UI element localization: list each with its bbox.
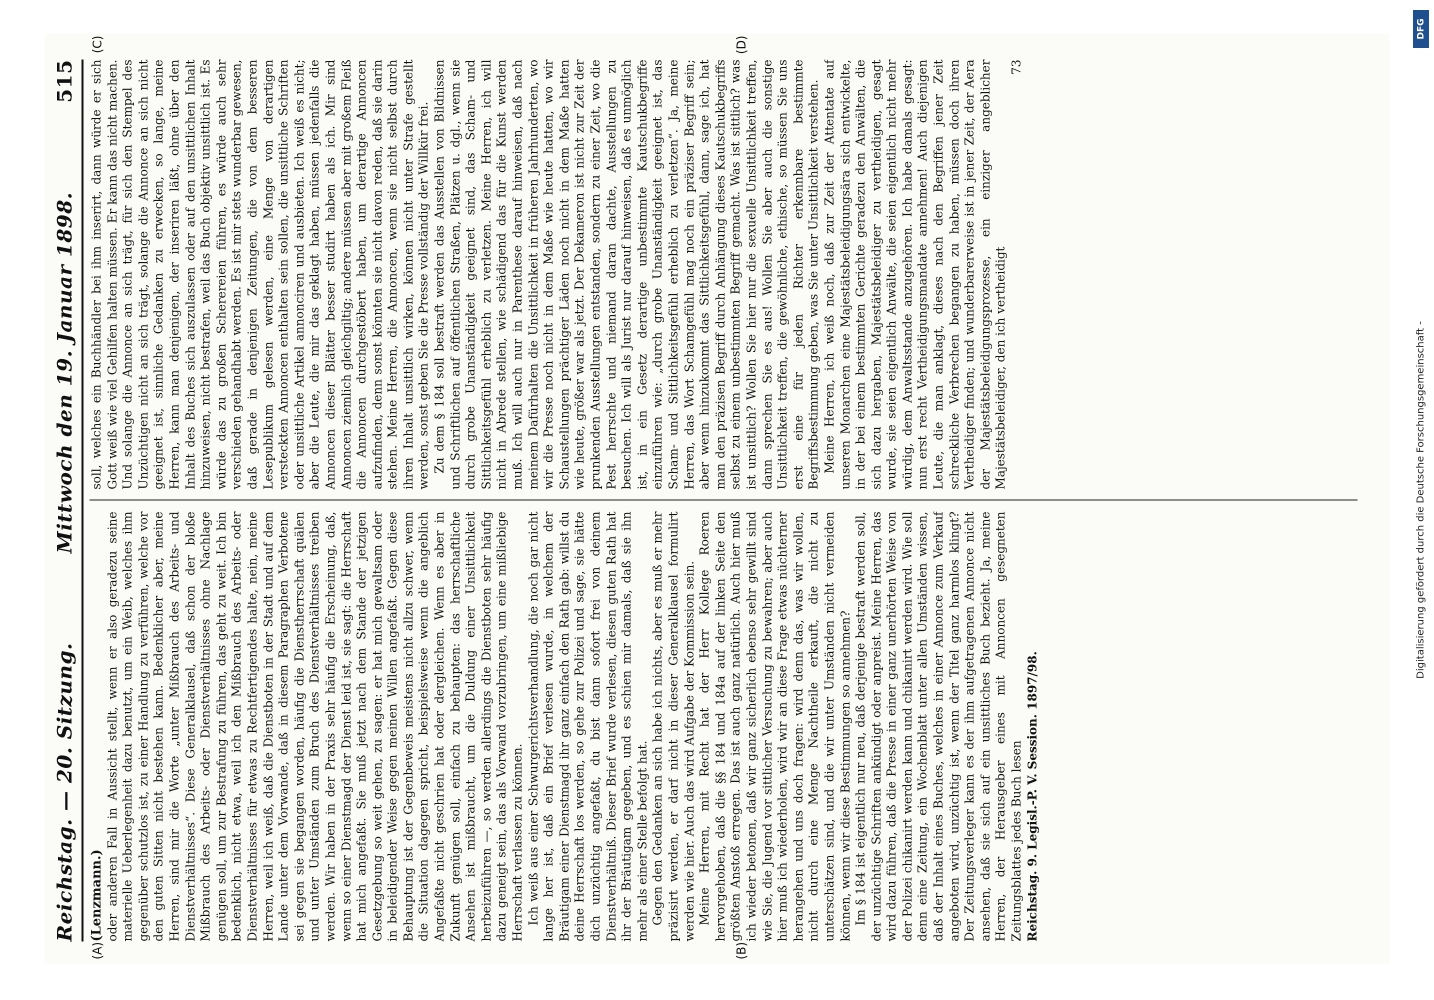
margin-mark-a: (A) xyxy=(90,941,105,960)
page-number: 515 xyxy=(52,59,77,103)
page-header xyxy=(53,60,84,942)
session-footer: Reichstag. 9. Legisl.-P. V. Session. 1897/98. xyxy=(1025,651,1040,942)
paragraph: Zu dem § 184 soll bestraft werden das Ausstellen von Bildnissen und Schriftlichen auf öffentlichen Straßen, Plätzen u. dgl., wenn sie durch grobe Unanständigkeit geeignet sind, das Scham- und Sittlichkeitsgefühl erheblich zu verletzen. Meine Herren, ich will nicht in Abrede stellen, wie schädigend das für die Kunst werden muß. Ich will auch nur in Parenthese darauf hinweisen, daß nach meinem Dafürhalten die Unsittlichkeit in früheren Jahrhunderten, wo wir die Presse noch nicht in dem Maße wie heute hatten, wo wir Schaustellungen prächtiger Läden noch nicht in dem Maße hatten wie heute, größer war als jetzt. Der Dekameron ist nicht zur Zeit der prunkenden Ausstellungen entstanden, sondern zu einer Zeit, wo die Pest herrschte und niemand daran dachte, Ausstellungen zu besuchen. Ich will als Jurist nur darauf hinweisen, daß es unmöglich ist, in ein Gesetz derartige unbestimmte Kautschukbegriffe einzuführen wie: „durch grobe Unanständigkeit geeignet ist, das Scham- und Sittlichkeitsgefühl erheblich zu verletzen“. Ja, meine Herren, das Wort Schamgefühl mag noch ein präziser Begriff sein; aber wenn hinzukommt das Sittlichkeitsgefühl, dann, sage ich, hat man den präzisen Begriff durch Anhängung dieses Kautschukbegriffs selbst zu einem unbestimmten Begriff gemacht. Was ist sittlich? was ist unsittlich? Wollen Sie hier nur die sexuelle Unsittlichkeit treffen, dann sprechen Sie es aus! Wollen Sie aber auch die sonstige Unsittlichkeit treffen, die gewöhnliche, ethische, so müssen Sie uns erst eine für jeden Richter erkennbare bestimmte Begriffsbestimmung geben, was Sie unter Unsittlichkeit verstehen. xyxy=(432,59,821,490)
document-page xyxy=(45,34,1390,964)
margin-mark-b: (B) xyxy=(734,941,749,960)
left-column xyxy=(90,512,1358,942)
right-column xyxy=(90,60,1358,490)
paragraph: soll, welches ein Buchhändler bei ihm inserirt, dann würde er sich Gott weiß wie viel Gehilfen halten müssen. Er kann das nicht machen. Und solange die Annonce an sich trägt, für sich den Stempel des Unzüchtigen nicht an sich trägt, solange die Annonce an sich nicht geeignet ist, sinnliche Gedanken zu erwecken, so lange, meine Herren, kann man denjenigen, der inseriren läßt, ohne über den Inhalt des Buches sich auszulassen oder auf den unsittlichen Inhalt hinzuweisen, nicht bestrafen, weil das Buch objektiv unsittlich ist. Es würde das zu großen Scherereien führen, es würde auch sehr verschieden gehandhabt werden. Es ist mir stets wunderbar gewesen, daß gerade in denjenigen Zeitungen, die von dem besseren Lesepublikum gelesen werden, eine Menge von derartigen versteckten Annoncen enthalten sein sollen, die unsittliche Schriften oder unsittliche Artikel annonciren und ausbieten. Ich weiß es nicht; aber die Leute, die mir das geklagt haben, müssen jedenfalls die Annoncen dieser Blätter besser studirt haben als ich. Mir sind Annoncen ziemlich gleichgiltig; andere müssen aber mit großem Fleiß die Annoncen durchgestöbert haben, um derartige Annoncen aufzufinden, denn sonst könnten sie nicht davon reden, daß sie darin stehen. Meine Herren, die Annoncen, wenn sie nicht selbst durch ihren Inhalt unsittlich wirken, können nicht unter Strafe gestellt werden, sonst geben Sie die Presse vollständig der Willkür frei. xyxy=(89,59,431,490)
paragraph: Meine Herren, ich weiß noch, daß zur Zeit der Attentate auf unseren Monarchen eine Majestätsbeleidigungsära sich entwickelte, in der bei einem bestimmten Gerichte geradezu den Anwälten, die sich dazu hergaben, Majestätsbeleidiger zu vertheidigen, gesagt wurde, sie seien eigentlich Anwälte, die seien eigentlich nicht mehr würdig, dem Anwaltsstande anzugehören. Ich habe damals gesagt: nun erst recht Vertheidigungsmandate annehmen! Auch diejenigen Leute, die man anklagt, dieses nach den Begriffen jener Zeit schreckliche Verbrechen begangen zu haben, müssen doch ihren Vertheidiger finden; und wunderbarerweise ist in jener Zeit, der Aera der Majestätsbeleidigungsprozesse, ein einziger angeblicher Majestätsbeleidiger, den ich vertheidigt xyxy=(822,59,1008,490)
attribution-strip xyxy=(1410,4,1432,996)
margin-mark-c: (C) xyxy=(90,35,105,54)
dfg-logo: DFG xyxy=(1413,10,1429,48)
paragraph: Gegen den Gedanken an sich habe ich nichts, aber es muß er mehr präzisirt werden, er darf nicht in dieser Generalklausel formulirt werden wie hier. Auch das wird Aufgabe der Kommission sein. xyxy=(650,511,697,942)
header-left: Reichstag. — 20. Sitzung. xyxy=(52,642,77,942)
sheet-number: 73 xyxy=(1009,59,1024,75)
margin-mark-d: (D) xyxy=(734,35,749,55)
column-divider xyxy=(90,500,1358,501)
paragraph: Meine Herren, mit Recht hat der Herr Kollege Roeren hervorgehoben, daß die §§ 184 und 184a auf der linken Seite den größten Anstoß erregen. Das ist auch ganz natürlich. Auch hier muß ich wieder betonen, daß wir ganz sicherlich ebenso sehr gewillt sind wie Sie, die Jugend vor sittlicher Versuchung zu bewahren; aber auch hier muß ich wiederholen, wird wir an diese Frage etwas nüchterner herangehen und uns doch fragen: wird denn das, was wir wollen, nicht durch eine Menge Nachtheile erkauft, die nicht zu unterschätzen sind, und die wir unter Umständen nicht vermeiden können, wenn wir diese Bestimmungen so annehmen? xyxy=(697,511,852,942)
paragraph: Im § 184 ist eigentlich nur neu, daß derjenige bestraft werden soll, der unzüchtige Schriften ankündigt oder anpreist. Meine Herren, das wird dazu führen, daß die Presse in einer ganz unerhörten Weise von der Polizei chikanirt werden kann und chikanirt werden wird. Wie soll denn eine Zeitung, ein Wochenblatt unter allen Umständen wissen, daß der Inhalt eines Buches, welches in einer Annonce zum Verkauf angeboten wird, unzüchtig ist, wenn der Titel ganz harmlos klingt? Der Zeitungsverleger kann es der ihm aufgetragenen Annonce nicht ansehen, daß sie sich auf ein unsittliches Buch bezieht. Ja, meine Herren, der Herausgeber eines mit Annoncen gesegneten Zeitungsblattes jedes Buch lesen xyxy=(853,511,1024,942)
attribution-text: Digitalisierung gefördert durch die Deutsche Forschungsgemeinschaft - xyxy=(1415,321,1427,679)
paragraph: Ich weiß aus einer Schwurgerichtsverhandlung, die noch gar nicht lange her ist, daß ein Brief verlesen wurde, in welchem der Bräutigam einer Dienstmagd ihr ganz einfach den Rath gab: willst du deine Herrschaft los werden, so gehe zur Polizei und sage, sie hätte dich unzüchtig angefaßt, du bist dann sofort frei von deinem Dienstverhältniß. Dieser Brief wurde verlesen, diesen guten Rath hat ihr der Bräutigam gegeben, und es schien mir damals, daß sie ihn mehr als einer Stelle befolgt hat. xyxy=(526,511,650,942)
paragraph: oder anderen Fall in Aussicht stellt, wenn er also geradezu seine materielle Ueberlegenheit dazu benutzt, um ein Weib, welches ihm gegenüber schutzlos ist, zu einer Handlung zu verführen, welche vor den guten Sitten nicht bestehen kann. Bedenklicher aber, meine Herren, sind mir die Worte „unter Mißbrauch des Arbeits- und Dienstverhältnisses“. Diese Generalklausel, daß schon der bloße Mißbrauch des Arbeits- oder Dienstverhältnisses ohne Nachlage genügen soll, um zur Bestrafung zu führen, das geht zu weit. Ich bin bedenklich, nicht etwa, weil ich den Mißbrauch des Arbeits- oder Dienstverhältnisses für etwas zu Rechtfertigendes halte, nein, meine Herren, weil ich weiß, daß die Dienstboten in der Stadt und auf dem Lande unter dem Vorwande, daß in diesem Paragraphen Verbotene sei gegen sie begangen worden, häufig die Dienstherrschaft quälen und unter Umständen zum Bruch des Dienstverhältnisses treiben werden. Wir haben in der Praxis sehr häufig die Erscheinung, daß, wenn so einer Dienstmagd der Dienst leid ist, sie sagt: die Herrschaft hat mich angefaßt. Sie muß jetzt nach dem Stande der jetzigen Gesetzgebung so weit gehen, zu sagen: er hat mich gewaltsam oder in beleidigender Weise gegen meinen Willen angefaßt. Gegen diese Behauptung ist der Gegenbeweis meistens nicht allzu schwer, wenn die Situation dagegen spricht, beispielsweise wenn die angeblich Angefaßte nicht geschrien hat oder dergleichen. Wenn es aber in Zukunft genügen soll, einfach zu behaupten: das herrschaftliche Ansehen ist mißbraucht, um die Duldung einer Unsittlichkeit herbeizuführen —, so werden allerdings die Dienstboten sehr häufig dazu geneigt sein, das als Vorwand vorzubringen, um eine mißliebige Herrschaft verlassen zu können. xyxy=(105,511,525,942)
speaker-label: (Lenzmann.) xyxy=(89,849,105,942)
header-date: Mittwoch den 19. Januar 1898. xyxy=(52,191,77,554)
columns xyxy=(90,60,1358,942)
